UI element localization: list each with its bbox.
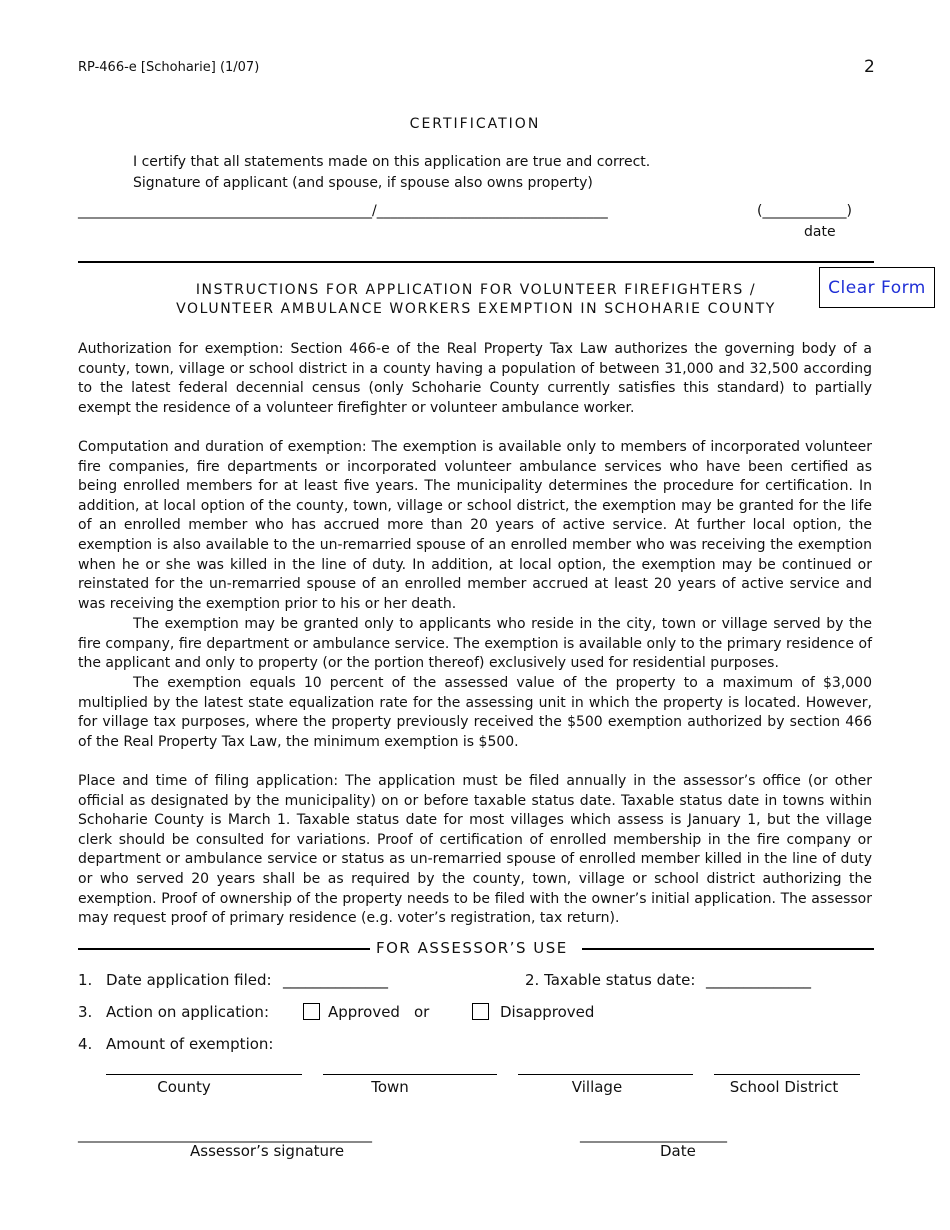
certification-statement: I certify that all statements made on this application are true and correct. (133, 154, 651, 170)
date-label: date (804, 224, 836, 240)
date-filed-label: Date application filed: (106, 971, 272, 989)
town-label: Town (371, 1078, 409, 1096)
county-label: County (157, 1078, 211, 1096)
taxable-status-label: 2. Taxable status date: (525, 971, 696, 989)
computation-paragraph: Computation and duration of exemption: The exemption is available only to members of incorporated volunteer fire companies, fire departments or incorporated volunteer ambulance services who have been certified as being enrolled members for at least five years. The municipality determines the procedure for certification. In addition, at local option of the county, town, village or school district, the exemption may be granted for the life of an enrolled member who has accrued more than 20 years of active service. At further local option, the exemption is also available to the un-remarried spouse of an enrolled member who was receiving the exemption when he or she was killed in the line of duty. In addition, at local option, the exemption may be continued or reinstated for the un-remarried spouse of an enrolled member accrued at least 20 years of active service and was receiving the exemption prior to his or her death. (78, 439, 872, 612)
or-label: or (414, 1003, 430, 1021)
disapproved-label: Disapproved (500, 1003, 595, 1021)
assessor-signature-label: Assessor’s signature (190, 1142, 345, 1160)
assessor-date-label: Date (660, 1142, 696, 1160)
assessor-signature-line[interactable]: __________________________________________ (78, 1127, 372, 1143)
item3-number: 3. (78, 1003, 93, 1021)
certification-date-field[interactable]: (____________) (757, 203, 852, 219)
action-label: Action on application: (106, 1003, 269, 1021)
taxable-status-field[interactable]: ______________ (706, 971, 811, 989)
assessor-rule-right (582, 948, 874, 950)
village-amount-field[interactable] (518, 1074, 693, 1075)
clear-form-button[interactable]: Clear Form (819, 267, 935, 308)
authorization-paragraph: Authorization for exemption: Section 466-e of the Real Property Tax Law authorizes the governing body of a county, town, village or school district in a county having a population of between 31,000 and 32,500 according to the latest federal decennial census (only Schoharie County currently satisfies this standard) to partially exempt the residence of a volunteer firefighter or volunteer ambulance worker. (78, 341, 872, 416)
filing-paragraph: Place and time of filing application: The application must be filed annually in the assessor’s office (or other official as designated by the municipality) on or before taxable status date. Taxable status date in towns within Schoharie County is March 1. Taxable status date for most villages which assess is January 1, but the village clerk should be consulted for variations. Proof of certification of enrolled membership in the fire company or department or ambulance service or status as un-remarried spouse of enrolled member killed in the line of duty or who served 20 years shall be as required by the county, town, village or school district authorizing the exemption. Proof of ownership of the property needs to be filed with the owner’s initial application. The assessor may request proof of primary residence (e.g. voter’s registration, tax return). (78, 773, 872, 927)
assessor-rule-left (78, 948, 370, 950)
date-filed-field[interactable]: ______________ (283, 971, 388, 989)
certification-title: CERTIFICATION (409, 116, 541, 132)
residence-paragraph: The exemption may be granted only to applicants who reside in the city, town or village served by the fire company, fire department or ambulance service. The exemption is available only to the primary residence of the applicant and only to property (or the portion thereof) exclusively used for residential purposes. (78, 616, 872, 672)
village-label: Village (571, 1078, 623, 1096)
section-divider (78, 261, 874, 263)
signature-instruction: Signature of applicant (and spouse, if spouse also owns property) (133, 175, 593, 191)
instructions-title-line1: INSTRUCTIONS FOR APPLICATION FOR VOLUNTEER FIREFIGHTERS / (195, 282, 757, 298)
amount-label: Amount of exemption: (106, 1035, 274, 1053)
school-district-label: School District (729, 1078, 839, 1096)
instructions-title-line2: VOLUNTEER AMBULANCE WORKERS EXEMPTION IN SCHOHARIE COUNTY (176, 301, 776, 317)
item4-number: 4. (78, 1035, 93, 1053)
amount-paragraph: The exemption equals 10 percent of the assessed value of the property to a maximum of $3,000 multiplied by the latest state equalization rate for the assessing unit in which the property is located. However, for village tax purposes, where the property previously received the $500 exemption authorized by section 466 of the Real Property Tax Law, the minimum exemption is $500. (78, 675, 872, 750)
disapproved-checkbox[interactable] (472, 1003, 489, 1020)
page-number: 2 (864, 57, 875, 77)
applicant-signature-line[interactable]: __________________________________________/_________________________________ (78, 203, 608, 219)
item1-number: 1. (78, 971, 93, 989)
assessor-date-line[interactable]: _____________________ (580, 1127, 727, 1143)
town-amount-field[interactable] (323, 1074, 497, 1075)
form-id: RP-466-e [Schoharie] (1/07) (78, 60, 260, 75)
approved-label: Approved (328, 1003, 400, 1021)
approved-checkbox[interactable] (303, 1003, 320, 1020)
school-district-amount-field[interactable] (714, 1074, 860, 1075)
assessor-section-title: FOR ASSESSOR’S USE (376, 939, 568, 957)
county-amount-field[interactable] (106, 1074, 302, 1075)
